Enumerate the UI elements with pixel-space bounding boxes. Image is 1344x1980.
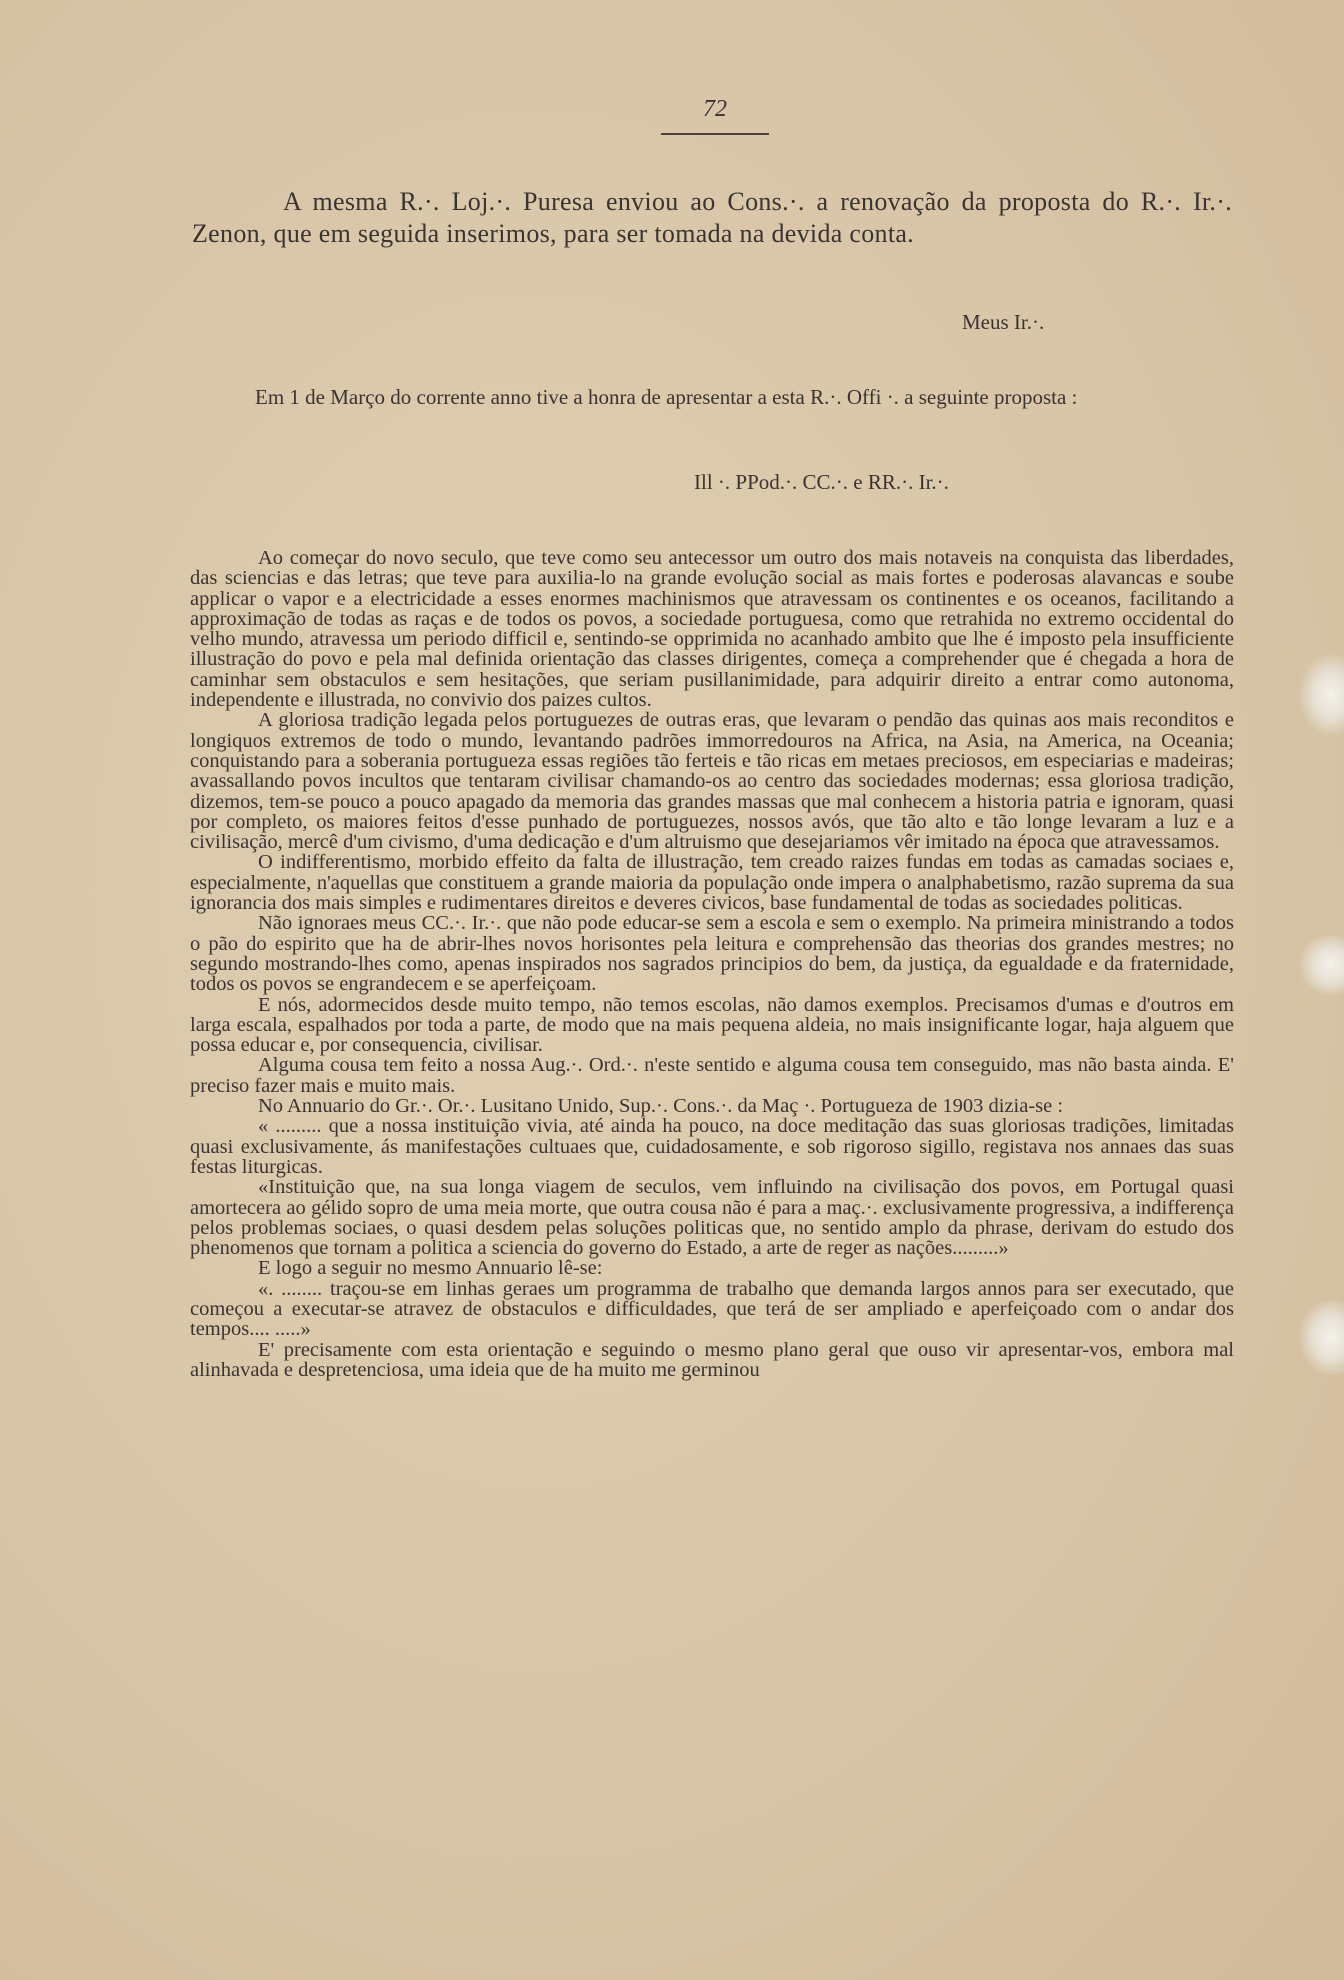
paper-stain	[1300, 935, 1344, 995]
letter-body	[190, 548, 1234, 1380]
body-paragraph: Alguma cousa tem feito a nossa Aug.·. Ord.·. n'este sentido e alguma cousa tem conseguido, mas não basta ainda. E' preciso fazer mais e muito mais.	[190, 1054, 1234, 1097]
body-paragraph: E' precisamente com esta orientação e seguindo o mesmo plano geral que ouso vir apresentar-vos, embora mal alinhavada e despretenciosa, uma ideia que de ha muito me germinou	[190, 1338, 1234, 1381]
paper-stain	[1300, 1300, 1344, 1375]
body-paragraph: «. ........ traçou-se em linhas geraes um programma de trabalho que demanda largos annos para ser executado, que começou a executar-se atravez de obstaculos e difficuldades, que terá de ser ampliado e aperfeiçoado com o andar dos tempos.... .....»	[190, 1277, 1234, 1341]
body-paragraph: E nós, adormecidos desde muito tempo, não temos escolas, não damos exemplos. Precisamos d'umas e d'outros em larga escala, espalhados por toda a parte, de modo que na mais pequena aldeia, no mais insignificante logar, haja alguem que possa educar e, por consequencia, civilisar.	[190, 993, 1234, 1057]
letter-opening: Em 1 de Março do corrente anno tive a honra de apresentar a esta R.·. Offi ·. a seguinte proposta :	[255, 385, 1078, 409]
body-paragraph: No Annuario do Gr.·. Or.·. Lusitano Unido, Sup.·. Cons.·. da Maç ·. Portugueza de 1903 dizia-se :	[258, 1095, 1064, 1118]
page-number: 72	[703, 96, 727, 122]
page-number-rule	[661, 133, 769, 135]
body-paragraph: « ......... que a nossa instituição vivia, até ainda ha pouco, na doce meditação das suas gloriosas tradições, limitadas quasi exclusivamente, ás manifestações cultuaes que, cuidadosamente, e sob rigoroso sigillo, registava nos annaes das suas festas liturgicas.	[190, 1115, 1234, 1178]
intro-paragraph: A mesma R.·. Loj.·. Puresa enviou ao Cons.·. a renovação da proposta do R.·. Ir.·. Zenon, que em seguida inserimos, para ser tomada na devida conta.	[192, 187, 1232, 248]
body-paragraph: A gloriosa tradição legada pelos portuguezes de outras eras, que levaram o pendão das quinas aos mais reconditos e longiquos extremos de todo o mundo, levantando padrões immorredouros na Africa, na Asia, na America, na Oceania; conquistando para a soberania portugueza essas regiões tão ferteis e tão ricas em metaes preciosos, em especiarias e madeiras; avassallando povos incultos que tentaram civilisar chamando-os ao centro das sociedades modernas; essa gloriosa tradição, dizemos, tem-se pouco a pouco apagado da memoria das grandes massas que mal conhecem a historia patria e ignoram, quasi por completo, os maiores feitos d'esse punhado de portuguezes, nossos avós, que tão alto e tão longe levaram a luz e a civilisação, mercê d'um civismo, d'uma dedicação e d'um altruismo que desejariamos vêr imitado na época que atravessamos.	[190, 709, 1234, 854]
greeting: Ill ·. PPod.·. CC.·. e RR.·. Ir.·.	[694, 470, 949, 494]
body-paragraph: O indifferentismo, morbido effeito da falta de illustração, tem creado raizes fundas em todas as camadas sociaes e, especialmente, n'aquellas que constituem a grande maioria da população onde impera o analphabetismo, razão suprema da sua ignorancia dos mais simples e rudimentares direitos e deveres civicos, base fundamental de todas as sociedades politicas.	[190, 851, 1234, 915]
body-paragraph: Não ignoraes meus CC.·. Ir.·. que não pode educar-se sem a escola e sem o exemplo. Na primeira ministrando a todos o pão do espirito que ha de abrir-lhes novos horisontes pela leitura e comprehensão das theorias dos grandes mestres; no segundo mostrando-lhes como, apenas inspirados nos sagrados principios do bem, da justiça, da egualdade e da fraternidade, todos os povos se engrandecem e se aperfeiçoam.	[190, 912, 1234, 996]
paper-stain	[1300, 655, 1344, 735]
body-paragraph: Ao começar do novo seculo, que teve como seu antecessor um outro dos mais notaveis na conquista das liberdades, das sciencias e das letras; que teve para auxilia-lo na grande evolução social as mais fortes e poderosas alavancas e soube applicar o vapor e a electricidade a esses enormes machinismos que atravessam os continentes e os oceanos, facilitando a approximação de todas as raças e de todos os povos, a sociedade portuguesa, como que retrahida no extremo occidental do velho mundo, atravessa um periodo difficil e, sentindo-se opprimida no acanhado ambito que lhe é imposto pela insufficiente illustração do povo e pela mal definida orientação das classes dirigentes, começa a comprehender que é chegada a hora de caminhar sem obstaculos e sem hesitações, que seriam pusillanimidade, para adquirir direito a entrar como autonoma, independente e illustrada, no convivio dos paizes cultos.	[190, 547, 1234, 712]
salutation: Meus Ir.·.	[962, 310, 1045, 334]
body-paragraph: E logo a seguir no mesmo Annuario lê-se:	[258, 1257, 603, 1280]
body-paragraph: «Instituição que, na sua longa viagem de seculos, vem influindo na civilisação dos povos, em Portugal quasi amortecera ao gélido sopro de uma meia morte, que outra cousa não é para a maç.·. exclusivamente progressiva, a indifferença pelos problemas sociaes, o quasi desdem pelas soluções politicas que, no sentido amplo da phrase, derivam do estudo dos phenomenos que tornam a politica a sciencia do governo do Estado, a arte de reger as nações.........»	[190, 1176, 1234, 1260]
